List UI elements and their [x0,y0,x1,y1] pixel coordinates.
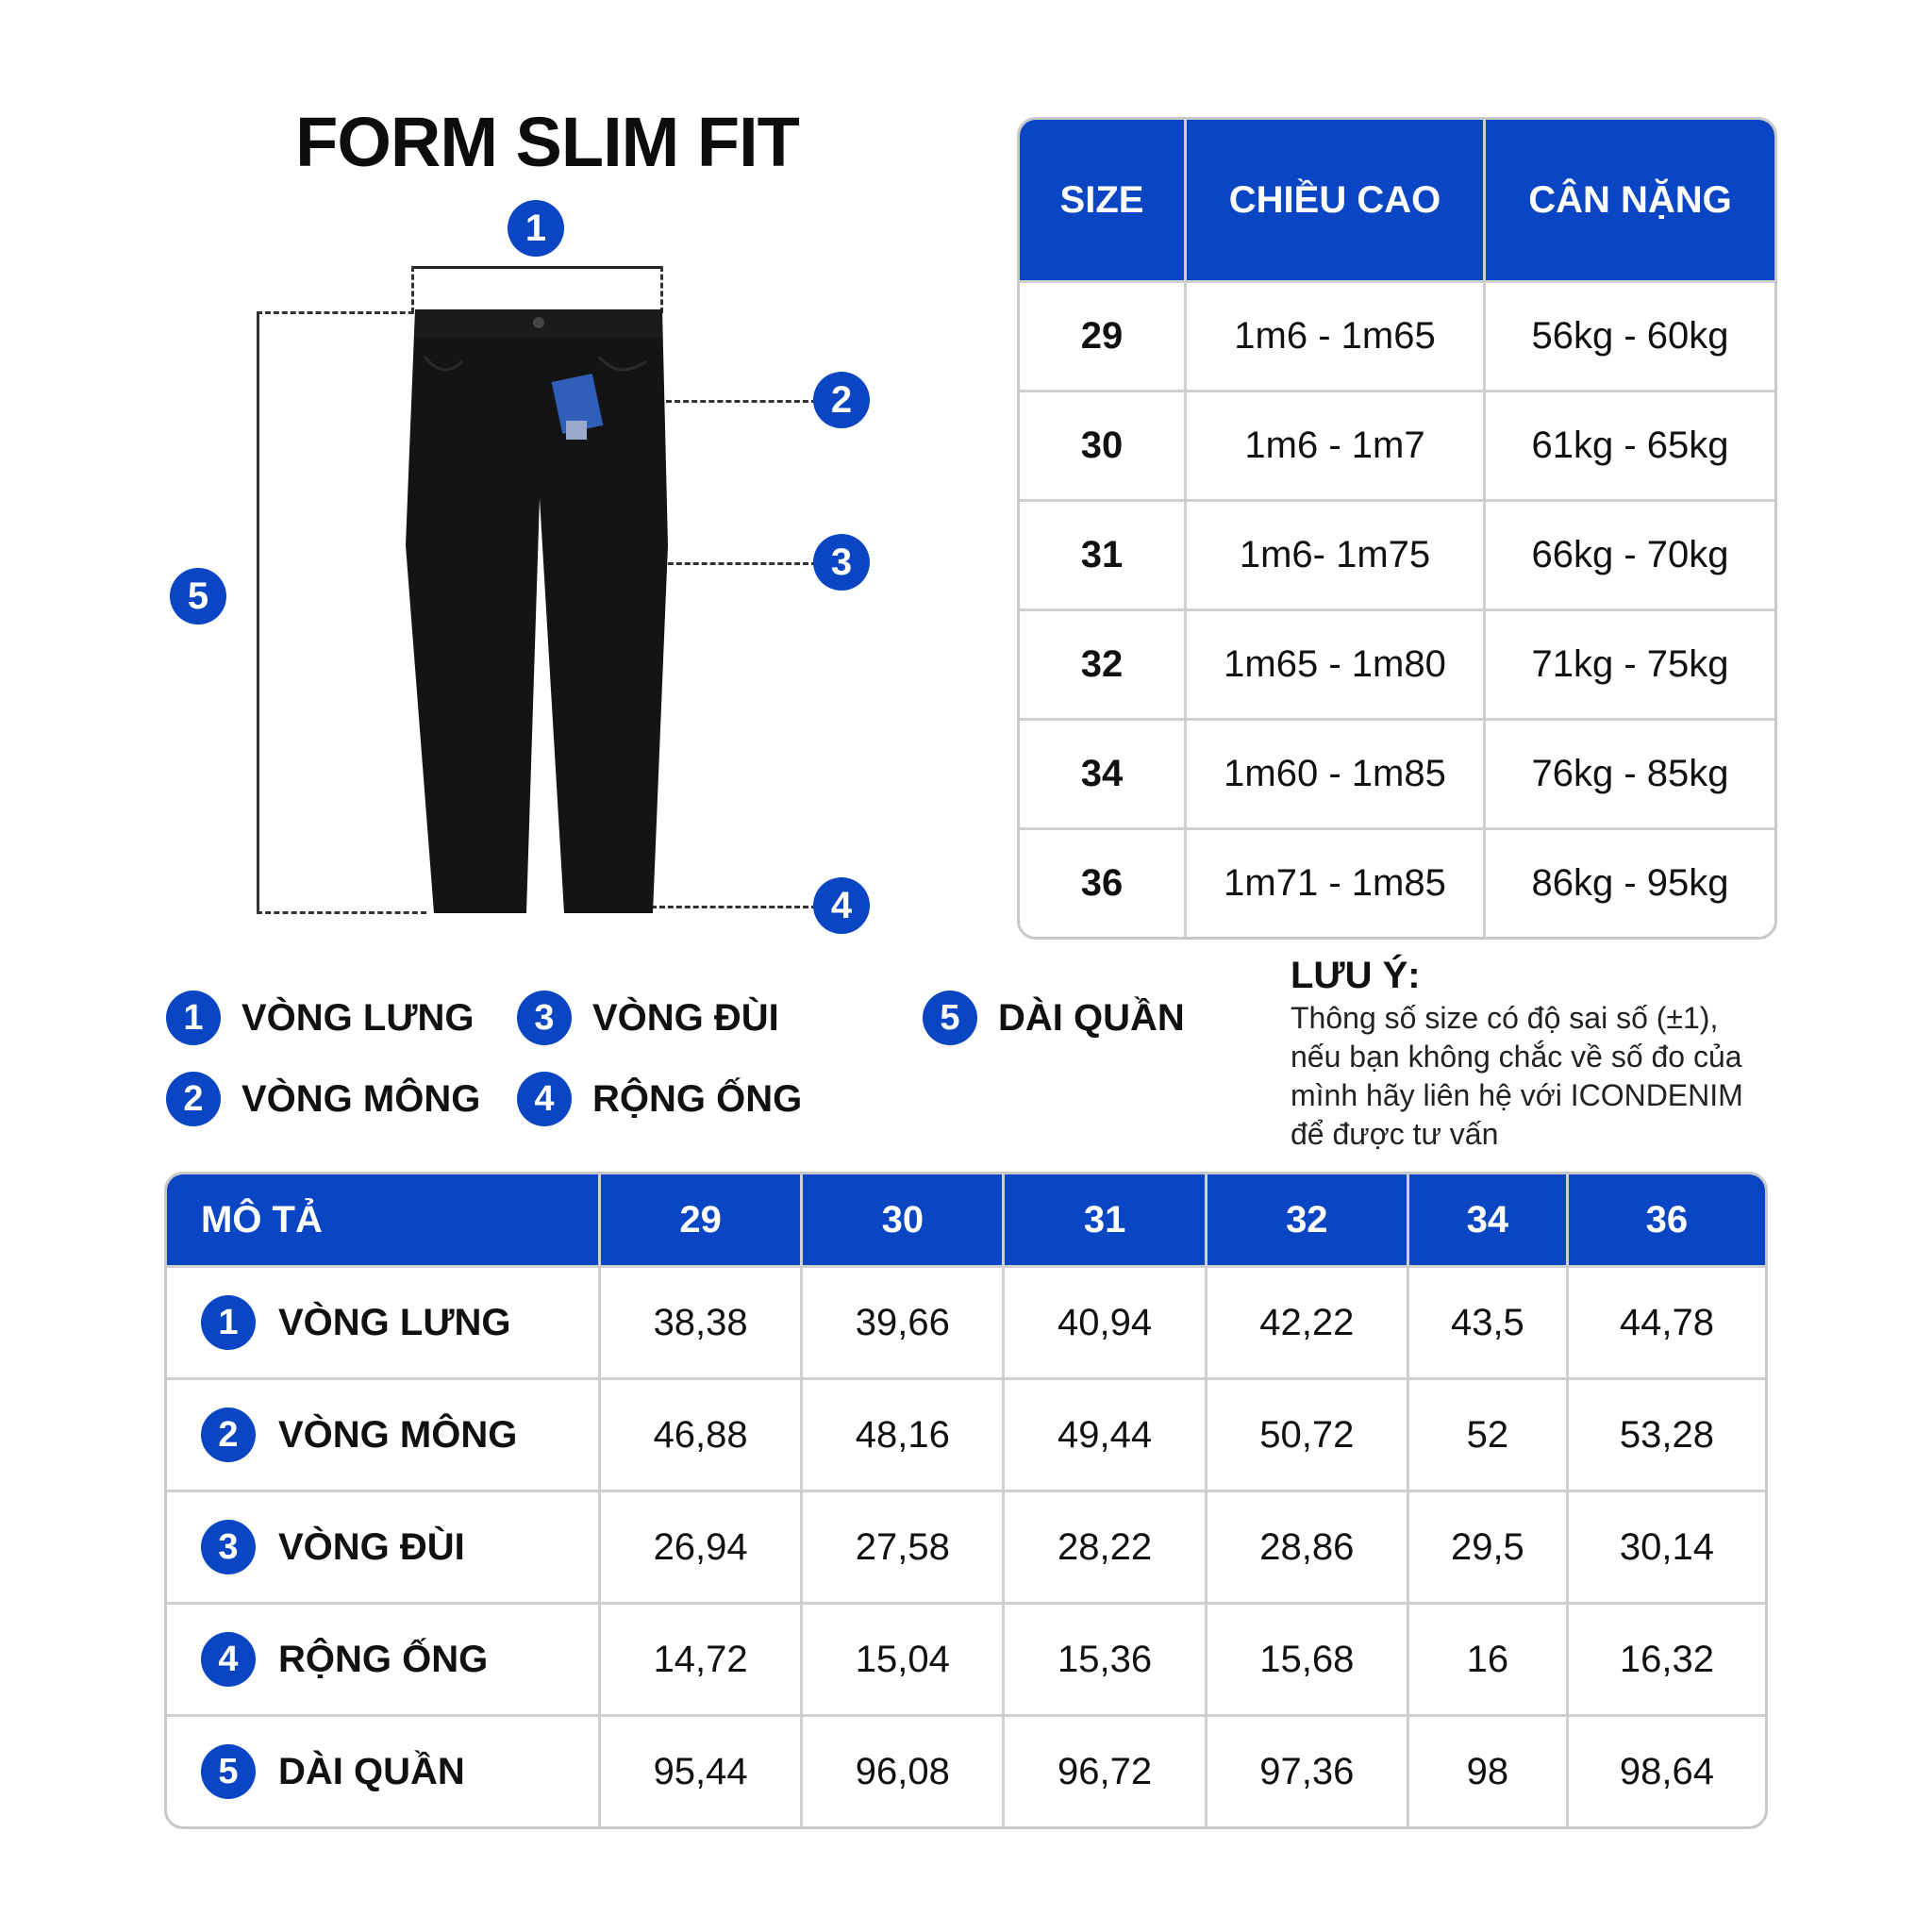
table-row: 36 1m71 - 1m85 86kg - 95kg [1020,827,1774,937]
note-line: mình hãy liên hệ với ICONDENIM [1291,1078,1743,1112]
legend-item-3: 3 VÒNG ĐÙI [517,991,779,1045]
pants-image [406,309,670,913]
badge-2-icon: 2 [166,1072,221,1126]
table-row: 29 1m6 - 1m65 56kg - 60kg [1020,280,1774,390]
size-table [1017,117,1777,940]
legend-item-4: 4 RỘNG ỐNG [517,1072,802,1126]
col-header: 31 [1005,1174,1207,1265]
col-header: 30 [803,1174,1005,1265]
table-row: 34 1m60 - 1m85 76kg - 85kg [1020,718,1774,827]
badge-3-icon: 3 [201,1520,256,1574]
badge-2-icon: 2 [813,372,870,428]
legend-item-5: 5 DÀI QUẦN [923,991,1185,1045]
badge-1-icon: 1 [508,200,564,257]
badge-3-icon: 3 [813,534,870,591]
note-line: Thông số size có độ sai số (±1), [1291,1001,1719,1035]
legend-item-2: 2 VÒNG MÔNG [166,1072,480,1126]
table-row: 32 1m65 - 1m80 71kg - 75kg [1020,608,1774,718]
badge-5-icon: 5 [923,991,977,1045]
weight-header: CÂN NẶNG [1486,120,1774,280]
pants-diagram [0,0,943,943]
col-header: 32 [1208,1174,1409,1265]
badge-3-icon: 3 [517,991,572,1045]
height-header: CHIỀU CAO [1187,120,1486,280]
badge-4-icon: 4 [517,1072,572,1126]
note-heading: LƯU Ý: [1291,955,1421,996]
badge-2-icon: 2 [201,1407,256,1462]
table-row: 1 VÒNG LƯNG 38,38 39,66 40,94 42,22 43,5 44,78 [167,1265,1765,1377]
badge-5-icon: 5 [201,1744,256,1799]
size-header: SIZE [1020,120,1187,280]
legend-item-1: 1 VÒNG LƯNG [166,991,475,1045]
table-row: 3 VÒNG ĐÙI 26,94 27,58 28,22 28,86 29,5 30,14 [167,1490,1765,1602]
table-row: 5 DÀI QUẦN 95,44 96,08 96,72 97,36 98 98,64 [167,1714,1765,1826]
table-row: 4 RỘNG ỐNG 14,72 15,04 15,36 15,68 16 16,32 [167,1602,1765,1714]
table-row: 2 VÒNG MÔNG 46,88 48,16 49,44 50,72 52 53,28 [167,1377,1765,1490]
note [1291,955,1781,1154]
col-header: 36 [1569,1174,1765,1265]
badge-1-icon: 1 [166,991,221,1045]
badge-4-icon: 4 [813,877,870,934]
desc-header: MÔ TẢ [167,1174,601,1265]
col-header: 34 [1409,1174,1569,1265]
page-title: FORM SLIM FIT [295,103,799,181]
table-row: 30 1m6 - 1m7 61kg - 65kg [1020,390,1774,499]
note-line: nếu bạn không chắc về số đo của [1291,1040,1742,1074]
col-header: 29 [601,1174,803,1265]
badge-5-icon: 5 [170,568,226,625]
measurement-table [164,1172,1768,1829]
badge-1-icon: 1 [201,1295,256,1350]
table-row: 31 1m6- 1m75 66kg - 70kg [1020,499,1774,608]
badge-4-icon: 4 [201,1632,256,1687]
note-line: để được tư vấn [1291,1117,1499,1151]
